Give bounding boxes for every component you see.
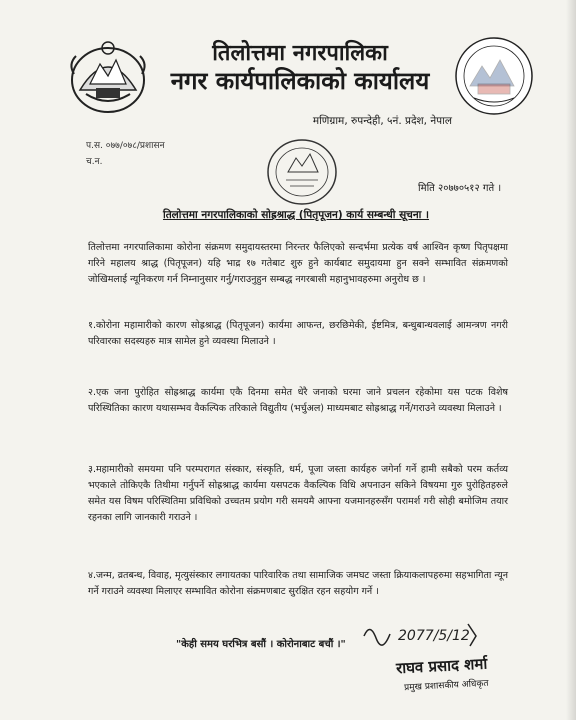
reference-number: प.स. ०७७/०७८/प्रशासन: [86, 141, 165, 151]
signer-designation: प्रमुख प्रशासकीय अधिकृत: [403, 678, 489, 694]
page-edge-shadow: [566, 0, 576, 720]
intro-paragraph: तिलोत्तमा नगरपालिकामा कोरोना संक्रमण समुदायस्तरमा निरन्तर फैलिएको सन्दर्भमा प्रत्येक वर्ष आश्विन कृष्ण पितृपक्षमा गरिने महालय श्राद्ध (पितृपूजन) यहि भाद्र १७ गतेबाट शुरु हुने कार्यबाट समुदायमा हुन सक्ने सम्भावित संक्रमणको जोखिमलाई न्यूनिकरण गर्न निम्नानुसार गर्नु/गराउनुहुन सम्बद्ध नगरबासी महानुभावहरुमा अनुरोध छ ।: [88, 242, 508, 285]
dispatch-number: च.न.: [86, 157, 103, 167]
point-3: ३.महामारीको समयमा पनि परम्परागत संस्कार, संस्कृति, धर्म, पूजा जस्ता कार्यहरु जगेर्ना गर्ने हामी सबैको परम कर्तव्य भएकाले तोकिएकै तिथीमा गर्नुपर्ने सोह्रश्राद्ध कार्यमा यसपटक वैकल्पिक विधि अपनाउन सकिने विषयमा गुरु पुरोहितहरुले समेत यस विषम परिस्थितिमा प्रविधिको उच्चतम प्रयोग गरी समयमै आफ्ना यजमानहरुसँग परामर्श गरी सोही बमोजिम तयार रहनका लागि जानकारी गराउने ।: [88, 464, 508, 523]
office-stamp-icon: [264, 136, 340, 208]
point-4: ४.जन्म, व्रतबन्ध, विवाह, मृत्युसंस्कार लगायतका पारिवारिक तथा सामाजिक जमघट जस्ता क्रियाकलापहरुमा सहभागिता न्यून गर्ने गराउने व्यवस्था मिलाएर सम्भावित कोरोना संक्रमणबाट सुरक्षित रहन सहयोग गर्ने ।: [88, 570, 508, 597]
notice-date: मिति २०७७०५१२ गते ।: [418, 183, 502, 194]
org-name: तिलोत्तमा नगरपालिका: [212, 40, 388, 66]
org-heading: [150, 40, 450, 96]
signature-date: 2077/5/12: [398, 628, 470, 644]
slogan: "केही समय घरभित्र बसौं । कोरोनाबाट बचौं ।": [176, 639, 346, 650]
point-1: १.कोरोना महामारीको कारण सोह्रश्राद्ध (पितृपूजन) कार्यमा आफन्त, छरछिमेकी, ईष्टमित्र, बन्धुबान्धवलाई आमन्त्रण नगरी परिवारका सदस्यहरु मात्र सामेल हुने व्यवस्था मिलाउने ।: [88, 320, 508, 347]
signer-name: राघव प्रसाद शर्मा: [395, 654, 488, 678]
point-2: २.एक जना पुरोहित सोह्रश्राद्ध कार्यमा एकै दिनमा समेत धेरै जनाको घरमा जाने प्रचलन रहेकोमा यस पटक विशेष परिस्थितिका कारण यथासम्भव वैकल्पिक तरिकाले विद्युतीय (भर्चुअल) माध्यमबाट सोह्रश्राद्ध गर्ने/गराउने व्यवस्था मिलाउने ।: [88, 387, 508, 414]
notice-subject: तिलोत्तमा नगरपालिकाको सोह्रश्राद्ध (पितृपूजन) कार्य सम्बन्धी सूचना ।: [162, 209, 430, 221]
office-address: मणिग्राम, रुपन्देही, ५नं. प्रदेश, नेपाल: [312, 115, 452, 127]
office-name: नगर कार्यपालिकाको कार्यालय: [170, 66, 430, 95]
municipality-logo-icon: [452, 34, 536, 118]
government-emblem-icon: [66, 34, 150, 118]
